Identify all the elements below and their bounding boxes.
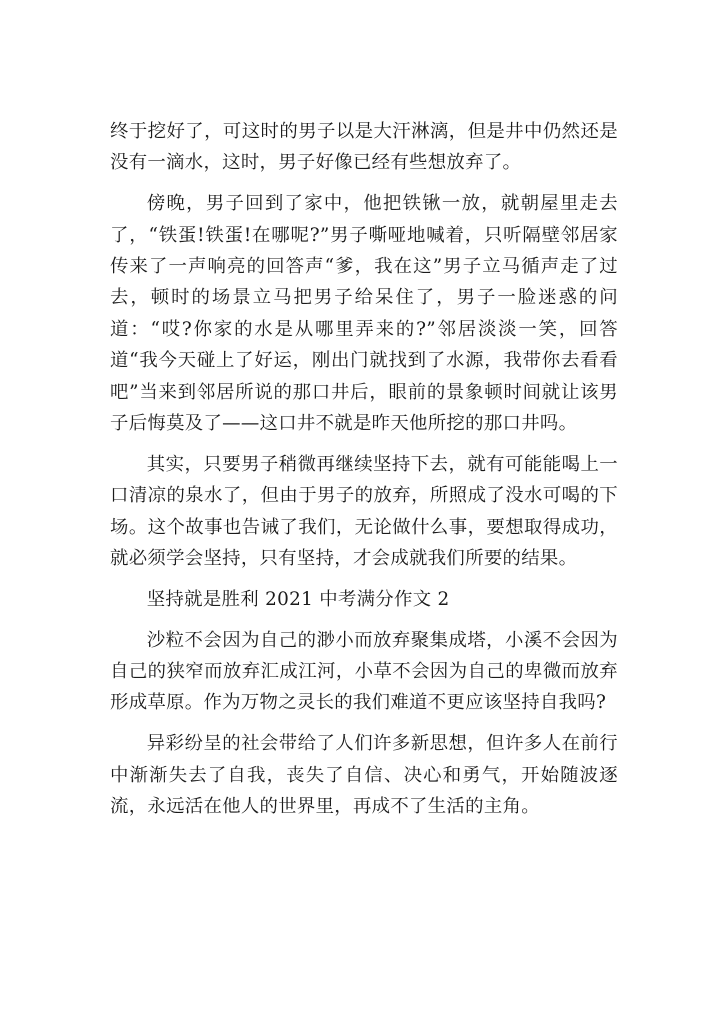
paragraph-sand: 沙粒不会因为自己的渺小而放弃聚集成塔，小溪不会因为自己的狭窄而放弃汇成江河，小草不会因为自己的卑微而放弃形成草原。作为万物之灵长的我们难道不更应该坚持自我吗? [110,629,618,714]
paragraph-society: 异彩纷呈的社会带给了人们许多新思想，但许多人在前行中渐渐失去了自我，丧失了自信、决心和勇气，开始随波逐流，永远活在他人的世界里，再成不了生活的主角。 [110,733,618,818]
document-body [110,116,618,832]
paragraph-evening: 傍晚，男子回到了家中，他把铁锹一放，就朝屋里走去了，“铁蛋!铁蛋!在哪呢?”男子嘶哑地喊着，只听隔壁邻居家传来了一声响亮的回答声“爹，我在这”男子立马循声走了过去，顿时的场景立马把男子给呆住了，男子一脸迷惑的问道：“哎?你家的水是从哪里弄来的?”邻居淡淡一笑，回答道“我今天碰上了好运，刚出门就找到了水源，我带你去看看吧”当来到邻居所说的那口井后，眼前的景象顿时间就让该男子后悔莫及了——这口井不就是昨天他所挖的那口井吗。 [110,193,618,435]
paragraph-well-dug: 终于挖好了，可这时的男子以是大汗淋漓，但是井中仍然还是没有一滴水，这时，男子好像已经有些想放弃了。 [110,121,618,174]
paragraph-conclusion: 其实，只要男子稍微再继续坚持下去，就有可能能喝上一口清凉的泉水了，但由于男子的放弃，所照成了没水可喝的下场。这个故事也告诫了我们，无论做什么事，要想取得成功，就必须学会坚持，只有坚持，才会成就我们所要的结果。 [110,453,618,570]
essay-heading: 坚持就是胜利 2021 中考满分作文 2 [146,588,450,610]
